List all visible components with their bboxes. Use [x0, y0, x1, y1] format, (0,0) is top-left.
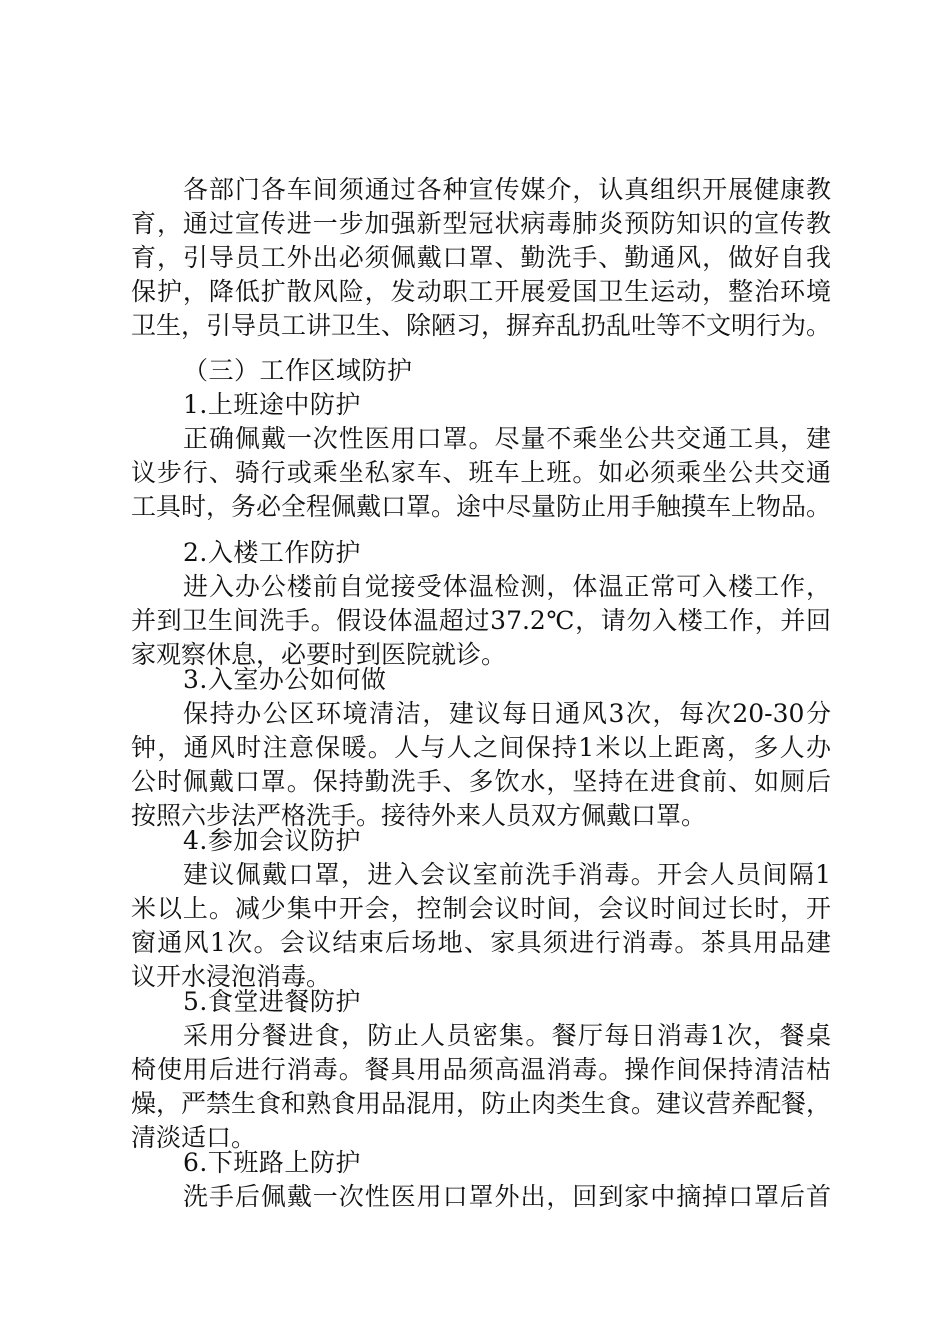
s3-line-4: 按照六步法严格洗手。接待外来人员双方佩戴口罩。	[131, 801, 707, 830]
s1-line-1: 正确佩戴一次性医用口罩。尽量不乘坐公共交通工具，建	[183, 424, 831, 453]
intro-line-5: 卫生，引导员工讲卫生、除陋习，摒弃乱扔乱吐等不文明行为。	[131, 311, 831, 340]
s5-line-3: 燥，严禁生食和熟食用品混用，防止肉类生食。建议营养配餐，	[131, 1089, 831, 1118]
s6-line-1: 洗手后佩戴一次性医用口罩外出，回到家中摘掉口罩后首	[183, 1182, 831, 1211]
s5-line-1: 采用分餐进食，防止人员密集。餐厅每日消毒1次，餐桌	[183, 1021, 831, 1050]
intro-line-1: 各部门各车间须通过各种宣传媒介，认真组织开展健康教	[183, 175, 831, 204]
s5-line-4: 清淡适口。	[131, 1123, 257, 1152]
s2-title: 2.入楼工作防护	[183, 538, 361, 567]
s4-title: 4.参加会议防护	[183, 826, 361, 855]
s3-line-1: 保持办公区环境清洁，建议每日通风3次，每次20-30分	[183, 699, 831, 728]
s4-line-1: 建议佩戴口罩，进入会议室前洗手消毒。开会人员间隔1	[183, 860, 831, 889]
s3-line-2: 钟，通风时注意保暖。人与人之间保持1米以上距离，多人办	[131, 733, 831, 762]
intro-line-3: 育，引导员工外出必须佩戴口罩、勤洗手、勤通风，做好自我	[131, 243, 831, 272]
section-title: （三）工作区域防护	[183, 356, 413, 385]
s1-line-3: 工具时，务必全程佩戴口罩。途中尽量防止用手触摸车上物品。	[131, 492, 831, 521]
s3-title: 3.入室办公如何做	[183, 665, 387, 694]
s5-line-2: 椅使用后进行消毒。餐具用品须高温消毒。操作间保持清洁枯	[131, 1055, 831, 1084]
s4-line-4: 议开水浸泡消毒。	[131, 962, 332, 991]
s4-line-3: 窗通风1次。会议结束后场地、家具须进行消毒。茶具用品建	[131, 928, 831, 957]
s1-line-2: 议步行、骑行或乘坐私家车、班车上班。如必须乘坐公共交通	[131, 458, 831, 487]
s3-line-3: 公时佩戴口罩。保持勤洗手、多饮水，坚持在进食前、如厕后	[131, 767, 831, 796]
s1-title: 1.上班途中防护	[183, 390, 361, 419]
s2-line-1: 进入办公楼前自觉接受体温检测，体温正常可入楼工作，	[183, 572, 831, 601]
s6-title: 6.下班路上防护	[183, 1148, 361, 1177]
intro-line-2: 育，通过宣传进一步加强新型冠状病毒肺炎预防知识的宣传教	[131, 209, 831, 238]
s2-line-2: 并到卫生间洗手。假设体温超过37.2℃，请勿入楼工作，并回	[131, 606, 831, 635]
s4-line-2: 米以上。减少集中开会，控制会议时间，会议时间过长时，开	[131, 894, 831, 923]
intro-line-4: 保护，降低扩散风险，发动职工开展爱国卫生运动，整治环境	[131, 277, 831, 306]
s5-title: 5.食堂进餐防护	[183, 987, 361, 1016]
s2-line-3: 家观察休息，必要时到医院就诊。	[131, 640, 507, 669]
